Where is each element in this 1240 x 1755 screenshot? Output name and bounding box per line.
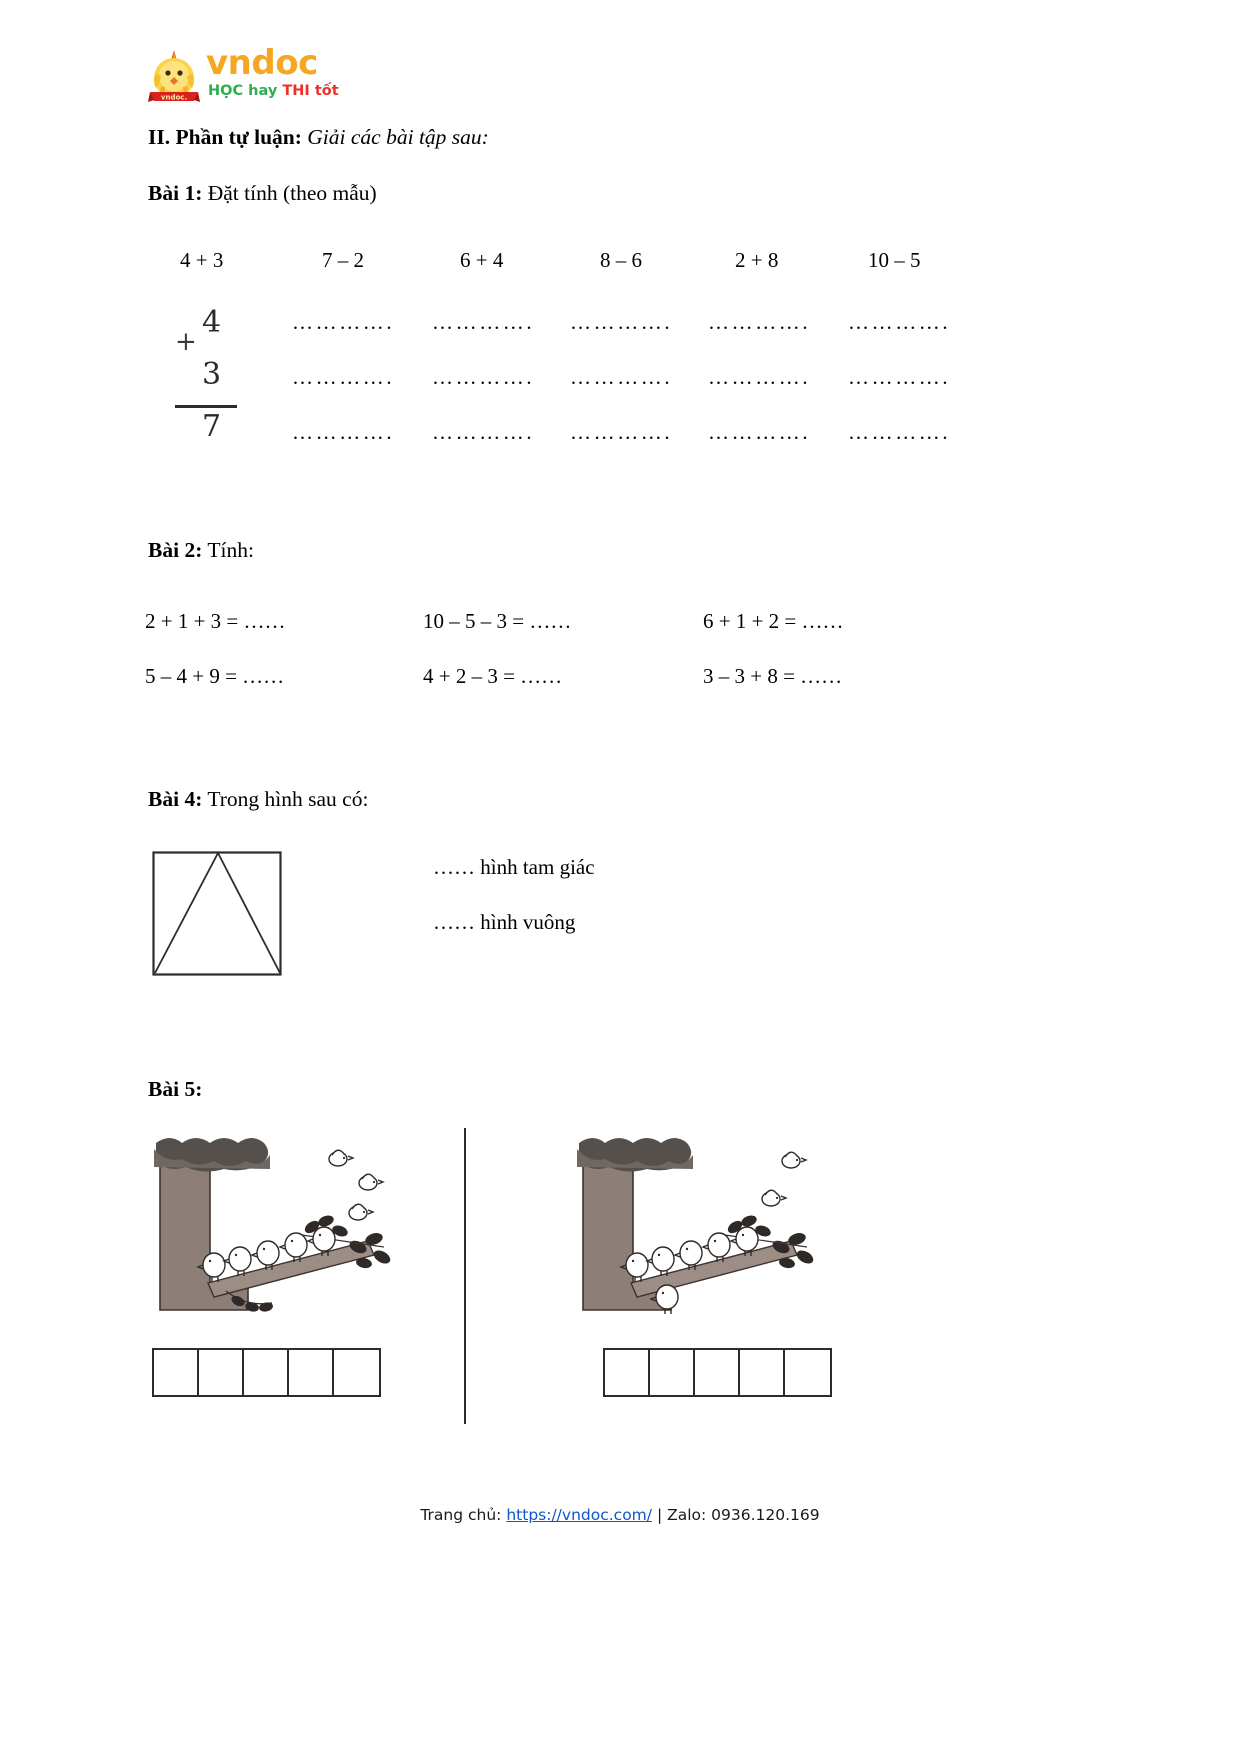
bai4-heading [148, 787, 368, 813]
bai2-equation-1[interactable]: 2 + 1 + 3 = …… [145, 609, 286, 633]
footer-prefix: Trang chủ: [420, 1506, 502, 1524]
bai1-blank-r1c3[interactable]: …………. [570, 310, 673, 334]
footer-zalo: Zalo: 0936.120.169 [667, 1506, 820, 1524]
sample-operand-top: 4 [202, 305, 222, 340]
bai1-blank-r2c2[interactable]: …………. [432, 365, 535, 389]
bai1-blank-r1c1[interactable]: …………. [292, 310, 395, 334]
answer-cell[interactable] [650, 1350, 695, 1395]
tagline-hay: hay [248, 83, 278, 99]
bai2-equation-2[interactable]: 10 – 5 – 3 = …… [423, 609, 572, 633]
answer-cell[interactable] [334, 1350, 379, 1395]
bai4-title: Trong hình sau có: [207, 787, 369, 811]
answer-cell[interactable] [199, 1350, 244, 1395]
sample-result: 7 [202, 409, 222, 444]
section-heading [148, 125, 489, 151]
bai2-label: Bài 2: [148, 538, 203, 562]
bai1-title: Đặt tính (theo mẫu) [207, 181, 377, 205]
bai5-vertical-divider [464, 1128, 466, 1424]
chick-mascot-icon [148, 48, 200, 106]
bai5-right-answer-boxes[interactable] [603, 1348, 832, 1397]
bai1-label: Bài 1: [148, 181, 203, 205]
bai2-equation-6[interactable]: 3 – 3 + 8 = …… [703, 664, 843, 688]
bai5-left-picture-birds-on-branch [152, 1135, 402, 1325]
bai1-blank-r2c3[interactable]: …………. [570, 365, 673, 389]
section-instruction: Giải các bài tập sau: [307, 125, 489, 149]
bai2-equation-4[interactable]: 5 – 4 + 9 = …… [145, 664, 285, 688]
logo-tagline [208, 84, 339, 99]
page-footer [0, 1506, 1240, 1524]
footer-separator: | [656, 1506, 663, 1524]
bai1-heading [148, 181, 377, 207]
tagline-thi: THI [282, 83, 310, 99]
bai5-right-picture-birds-on-branch [575, 1135, 825, 1325]
svg-text:vndoc.: vndoc. [160, 93, 188, 102]
vndoc-logo [148, 43, 448, 110]
bai1-blank-r3c2[interactable]: …………. [432, 420, 535, 444]
bai4-answer-squares[interactable]: …… hình vuông [433, 910, 576, 934]
bai2-equation-3[interactable]: 6 + 1 + 2 = …… [703, 609, 844, 633]
answer-cell[interactable] [785, 1350, 830, 1395]
answer-cell[interactable] [695, 1350, 740, 1395]
bai1-blank-r1c2[interactable]: …………. [432, 310, 535, 334]
bai1-blank-r1c5[interactable]: …………. [848, 310, 951, 334]
bai1-blank-r1c4[interactable]: …………. [708, 310, 811, 334]
bai1-problem-6: 10 – 5 [868, 248, 921, 272]
answer-cell[interactable] [605, 1350, 650, 1395]
bai1-problem-4: 8 – 6 [600, 248, 642, 272]
bai1-blank-r3c4[interactable]: …………. [708, 420, 811, 444]
bai2-heading [148, 538, 254, 564]
bai5-heading [148, 1077, 202, 1103]
answer-cell[interactable] [289, 1350, 334, 1395]
logo-wordmark: vndoc [206, 43, 318, 83]
bai1-sample-vertical-sum [175, 305, 305, 450]
bai1-blank-r3c5[interactable]: …………. [848, 420, 951, 444]
bai1-problem-3: 6 + 4 [460, 248, 504, 272]
section-number-label: II. Phần tự luận: [148, 125, 302, 149]
footer-homepage-link[interactable]: https://vndoc.com/ [506, 1506, 652, 1524]
sample-operand-bottom: 3 [202, 357, 222, 392]
bai1-blank-r3c3[interactable]: …………. [570, 420, 673, 444]
bai1-blank-r2c4[interactable]: …………. [708, 365, 811, 389]
answer-cell[interactable] [154, 1350, 199, 1395]
bai4-label: Bài 4: [148, 787, 203, 811]
sample-operator: + [175, 327, 197, 357]
bai5-label: Bài 5: [148, 1077, 203, 1101]
tagline-tot: tốt [314, 83, 339, 99]
tagline-hoc: HỌC [208, 83, 244, 99]
sample-rule-line [175, 405, 237, 408]
answer-cell[interactable] [244, 1350, 289, 1395]
bai1-problem-2: 7 – 2 [322, 248, 364, 272]
bai2-title: Tính: [207, 538, 254, 562]
bai1-problem-1: 4 + 3 [180, 248, 224, 272]
bai1-blank-r2c1[interactable]: …………. [292, 365, 395, 389]
bai1-problem-5: 2 + 8 [735, 248, 779, 272]
bai2-equation-5[interactable]: 4 + 2 – 3 = …… [423, 664, 563, 688]
bai1-blank-r3c1[interactable]: …………. [292, 420, 395, 444]
bai4-answer-triangles[interactable]: …… hình tam giác [433, 855, 595, 879]
bai1-blank-r2c5[interactable]: …………. [848, 365, 951, 389]
bai5-left-answer-boxes[interactable] [152, 1348, 381, 1397]
bai4-square-triangle-figure [152, 851, 282, 976]
answer-cell[interactable] [740, 1350, 785, 1395]
